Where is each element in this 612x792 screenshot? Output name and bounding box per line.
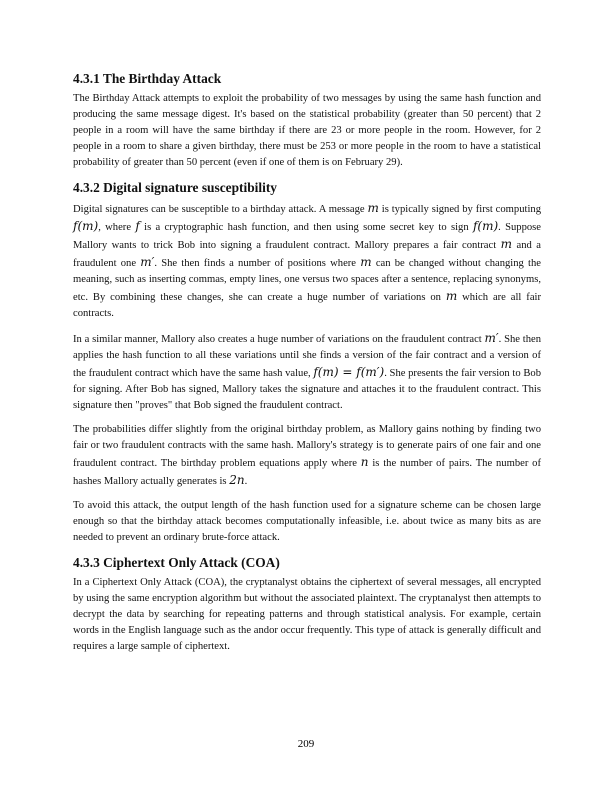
- text-run: . She presents the fair version to Bob for signing. After Bob has signed, Mallory takes the signature and attaches it to the fraudulent contract. This signature then "proves" that Bob signed the fraudulent contract.: [73, 368, 541, 411]
- math-n: n: [360, 455, 369, 469]
- text-run: In a similar manner, Mallory also creates a huge number of variations on the fraudulent contract: [73, 334, 485, 345]
- text-run: . She then finds a number of positions where: [154, 258, 361, 269]
- math-2n: 2n: [229, 473, 245, 487]
- math-m: m: [445, 289, 458, 303]
- paragraph-signature-intro: [73, 200, 541, 322]
- paragraph-signature-probabilities: [73, 422, 541, 490]
- paragraph-signature-mitigation: To avoid this attack, the output length of the hash function used for a signature scheme can be chosen large enough so that the birthday attack becomes computationally infeasible, i.e. about twice as many bits as are needed to prevent an ordinary brute-force attack.: [73, 500, 541, 543]
- text-run: .: [244, 476, 248, 487]
- math-m: m: [360, 255, 372, 269]
- document-page: [73, 70, 541, 663]
- text-run: is a cryptographic hash function, and then using some secret key to sign: [139, 222, 473, 233]
- text-run: can be changed without changing the meaning, such as inserting commas, empty lines, one versus two spaces after a sentence, replacing synonyms, etc. By combining these changes, she can create a huge number of variations on: [73, 258, 541, 303]
- paragraph-ciphertext-only-attack: In a Ciphertext Only Attack (COA), the cryptanalyst obtains the ciphertext of several messages, all encrypted by using the same encryption algorithm but without the associated plaintext. The cryptanalyst then attempts to decrypt the data by searching for repeating patterns and through statistical analysis. For example, certain words in the English language such as the andor occur frequently. This type of attack is generally difficult and requires a large sample of ciphertext.: [73, 577, 541, 652]
- text-run: . Suppose Mallory wants to trick Bob into signing a fraudulent contract. Mallory prepares a fair contract: [73, 222, 542, 251]
- math-m: m: [500, 237, 513, 251]
- math-m-prime: m′: [484, 331, 499, 345]
- paragraph-signature-fraud: [73, 330, 541, 414]
- paragraph-birthday-attack: The Birthday Attack attempts to exploit the probability of two messages by using the same hash function and producing the same message digest. It's based on the statistical probability (greater than 50 percent) that 2 people in a room will have the same birthday if there are 23 or more people in the room. However, for 2 people in a room to share a given birthday, there must be 253 or more people in the room to have a statistical probability of greater than 50 percent (even if one of them is on February 29).: [73, 93, 541, 168]
- section-heading-birthday-attack: 4.3.1 The Birthday Attack: [73, 71, 222, 86]
- section-heading-ciphertext-only-attack: 4.3.3 Ciphertext Only Attack (COA): [73, 555, 280, 570]
- text-run: which are all fair contracts.: [73, 292, 541, 319]
- text-run: is the number of pairs. The number of hashes Mallory actually generates is: [73, 458, 541, 487]
- math-m-prime: m′: [140, 255, 155, 269]
- page-number: 209: [297, 738, 315, 750]
- text-run: Digital signatures can be susceptible to a birthday attack. A message: [73, 204, 368, 215]
- math-f-of-m: f(m): [472, 219, 499, 233]
- section-heading-digital-signature: 4.3.2 Digital signature susceptibility: [73, 180, 277, 195]
- text-run: and a fraudulent one: [73, 240, 541, 269]
- text-run: , where: [98, 222, 136, 233]
- math-f-of-m: f(m): [73, 219, 99, 233]
- text-run: . She then applies the hash function to all these variations until she finds a version of the fair contract and a version of the fraudulent contract which have the same hash value,: [73, 334, 541, 379]
- text-run: The probabilities differ slightly from the original birthday problem, as Mallory gains nothing by finding two fair or two fraudulent contracts with the same hash. Mallory's strategy is to generate pairs of one fair and one fraudulent contract. The birthday problem equations apply where: [73, 424, 541, 469]
- math-m: m: [367, 201, 379, 215]
- text-run: is typically signed by first computing: [378, 204, 541, 215]
- math-hash-equality: f(m) = f(m′): [313, 365, 385, 379]
- math-f: f: [135, 219, 140, 233]
